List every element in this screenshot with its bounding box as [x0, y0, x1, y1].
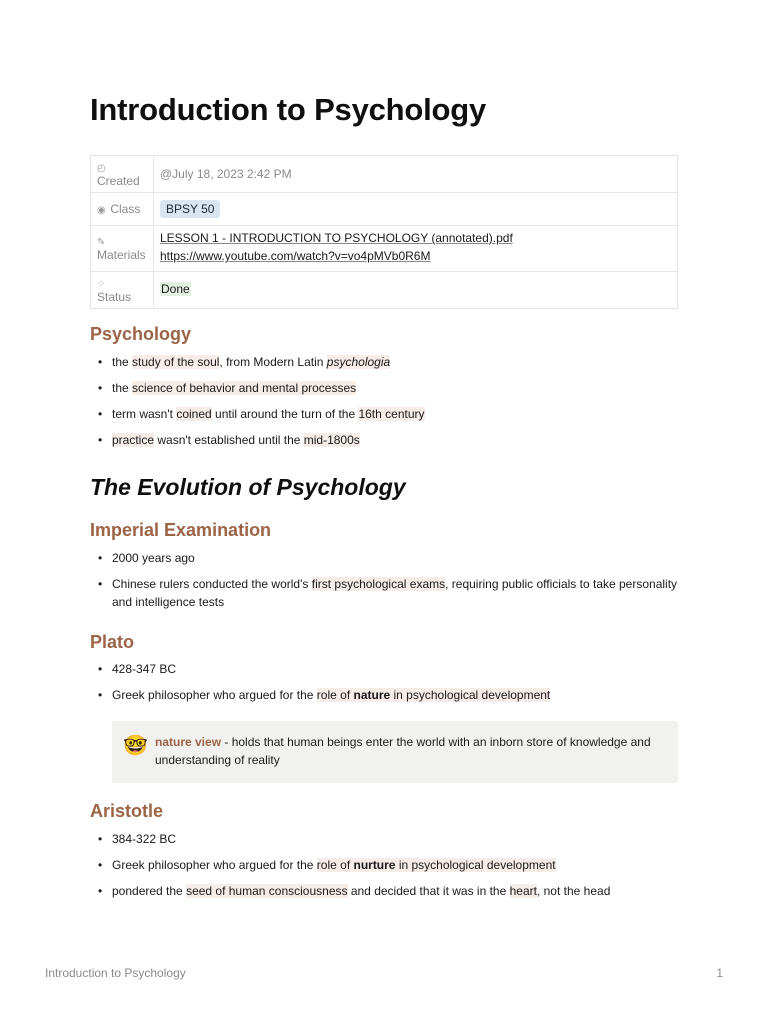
list-item: • 2000 years ago	[90, 549, 678, 567]
materials-file-link[interactable]: LESSON 1 - INTRODUCTION TO PSYCHOLOGY (annotated).pdf	[160, 231, 513, 245]
callout-term: nature view	[155, 735, 222, 749]
list-item: • practice wasn't established until the mid-1800s	[90, 431, 678, 449]
status-label: Status	[97, 290, 132, 304]
status-icon: ⁘	[97, 279, 106, 290]
created-label: Created	[97, 174, 140, 188]
imperial-list	[90, 549, 678, 619]
heading-plato: Plato	[90, 632, 135, 652]
page-number: 1	[716, 966, 723, 980]
list-item: • the science of behavior and mental processes	[90, 379, 678, 397]
list-item: • term wasn't coined until around the turn of the 16th century	[90, 405, 678, 423]
materials-video-link[interactable]: https://www.youtube.com/watch?v=vo4pMVb0R6M	[160, 249, 431, 263]
psychology-list	[90, 353, 678, 457]
class-tag[interactable]: BPSY 50	[160, 200, 220, 218]
created-value: @July 18, 2023 2:42 PM	[154, 156, 678, 193]
clock-icon: ◴	[97, 163, 106, 174]
nerd-face-icon: 🤓	[123, 735, 148, 757]
property-row-class	[91, 193, 678, 226]
list-item: • 384-322 BC	[90, 830, 678, 848]
list-item: • Chinese rulers conducted the world's first psychological exams, requiring public officials to take personality and intelligence tests	[90, 575, 678, 611]
heading-imperial-examination: Imperial Examination	[90, 520, 272, 540]
page-title: Introduction to Psychology	[90, 92, 487, 127]
nature-view-callout	[112, 721, 678, 783]
class-label: Class	[110, 202, 141, 216]
property-row-materials	[91, 226, 678, 272]
property-row-status	[91, 272, 678, 309]
status-badge[interactable]: Done	[161, 282, 190, 296]
heading-psychology: Psychology	[90, 324, 192, 344]
list-item: • Greek philosopher who argued for the role of nature in psychological development	[90, 686, 678, 704]
plato-list	[90, 660, 678, 712]
heading-aristotle: Aristotle	[90, 801, 164, 821]
select-icon: ◉	[97, 205, 106, 216]
property-row-created	[91, 156, 678, 193]
paperclip-icon: ✎	[97, 237, 106, 248]
list-item: • the study of the soul, from Modern Latin psychologia	[90, 353, 678, 371]
properties-table	[90, 155, 678, 309]
aristotle-list	[90, 830, 678, 908]
list-item: • pondered the seed of human consciousness and decided that it was in the heart, not the head	[90, 882, 678, 900]
list-item: • Greek philosopher who argued for the role of nurture in psychological development	[90, 856, 678, 874]
callout-text: - holds that human beings enter the world with an inborn store of knowledge and understanding of reality	[155, 735, 651, 767]
materials-label: Materials	[97, 248, 146, 262]
heading-evolution: The Evolution of Psychology	[90, 474, 406, 500]
footer-title: Introduction to Psychology	[45, 966, 186, 980]
list-item: • 428-347 BC	[90, 660, 678, 678]
